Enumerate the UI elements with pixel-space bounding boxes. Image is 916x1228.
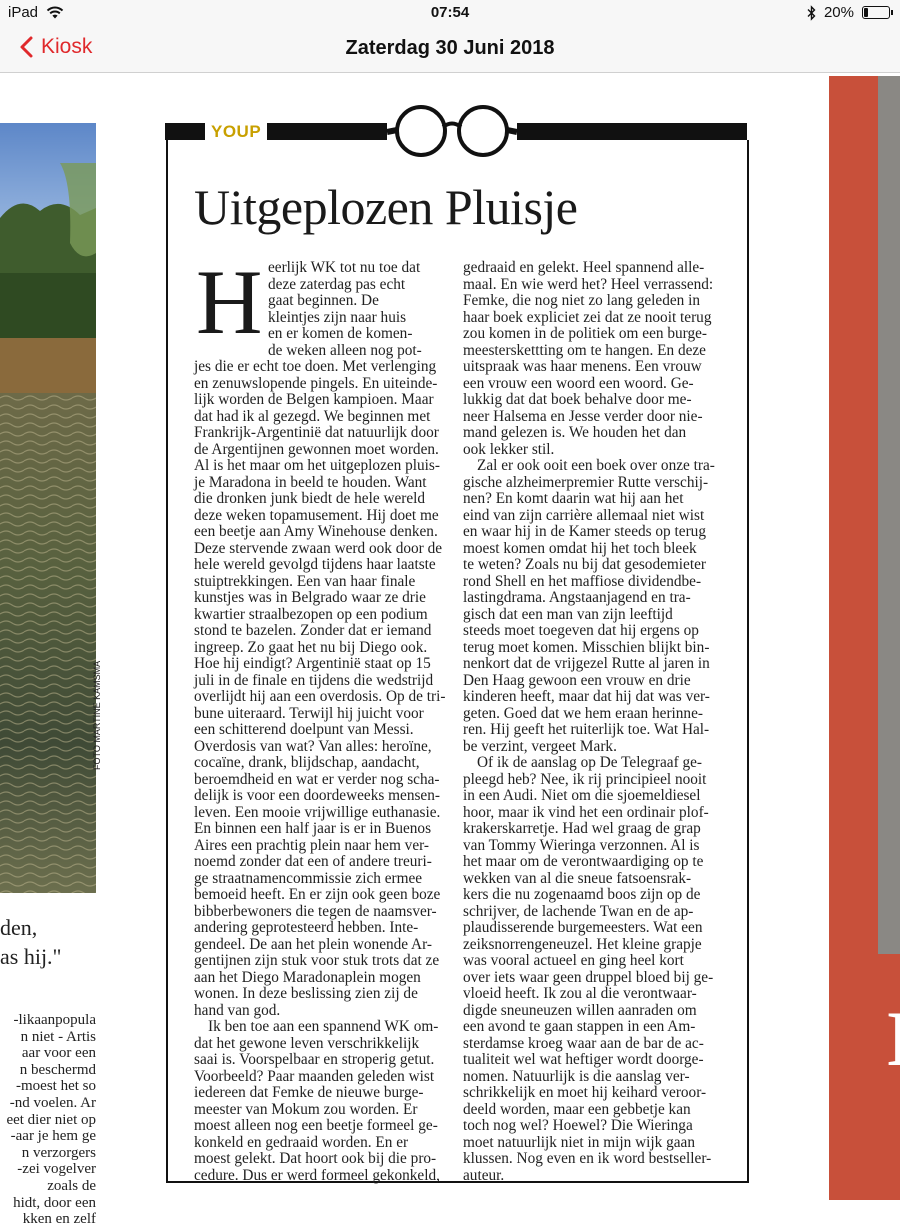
photo-credit: FOTO MARTINE KAMSMA [92, 660, 102, 770]
article-line: beroemdheid en wat er verder nog scha- [194, 770, 440, 788]
article-line: eind van zijn carrière allemaal niet wist [463, 506, 705, 524]
article-line: gisch dat een man van zijn leeftijd [463, 605, 673, 623]
article-line: bibberbewoners die tegen de naamsver- [194, 902, 437, 920]
bluetooth-icon [807, 6, 816, 20]
article-line: saai is. Voorspelbaar en stroperig getut. [194, 1051, 435, 1068]
right-page-headline: I [886, 995, 916, 1082]
article-line: plaudisserende burgemeesters. Wat een [463, 919, 703, 936]
article-line: kinderen heeft, maar dat hij dat was ver- [463, 688, 710, 705]
article-column-2 [463, 260, 723, 1184]
article-line: en er komen de komen- [268, 325, 413, 342]
article-line: juli in de finale en tijdens die wedstrijd [194, 671, 434, 689]
article-line: lastingdrama. Angstaanjagend en tra- [463, 589, 691, 606]
article-line: klussen. Nog even en ik word bestseller- [463, 1150, 712, 1167]
article-line: eerlijk WK tot nu toe dat [268, 259, 421, 276]
article-line: Femke, die nog niet zo lang geleden in [463, 292, 701, 309]
left-text-line: hidt, door een [13, 1194, 96, 1211]
article-line: Of ik de aanslag op De Telegraaf ge- [477, 754, 703, 771]
article-line: deze weken topamusement. Hij doet me [194, 506, 439, 524]
article-line: cocaïne, drank, blijdschap, aandacht, [194, 754, 420, 771]
article-line: schrikkelijk en moet hij keihard veroor- [463, 1084, 707, 1101]
left-text-line: likaanpopula- [13, 1012, 96, 1028]
left-text-line: n beschermd [19, 1061, 96, 1078]
article-line: schrijver, de lachende Twan en de ap- [463, 902, 694, 920]
left-text-line: eet dier niet op [6, 1111, 96, 1128]
article-line: Deze stervende zwaan werd ook door de [194, 539, 443, 557]
left-text-line: moest het so- [16, 1078, 96, 1095]
article-line: krakerskarretje. Had wel graag de grap [463, 820, 701, 837]
article-line: meester van Mokum zou worden. Er [194, 1100, 418, 1118]
article-line: te weten? Zoals nu bij dat gesodemieter [463, 556, 706, 573]
article-line: lukkig dat dat boek behalve door me- [463, 391, 692, 408]
article-line: de Argentijnen gewonnen moet worden. [194, 440, 439, 458]
article-line: be verzint, vergeet Mark. [463, 737, 617, 755]
article-line: Overdosis van wat? Van alles: heroïne, [194, 737, 432, 755]
article-line: nomen. Natuurlijk is die aanslag ver- [463, 1067, 690, 1085]
article-line: auteur. [463, 1166, 505, 1184]
article-line: andering geprotesteerd hebben. Inte- [194, 919, 419, 936]
article-line: terug moet komen. Misschien blijkt bin- [463, 638, 710, 656]
article-line: lijk worden de Belgen kampioen. Maar [194, 391, 434, 408]
article-line: leven. Een mooie vrijwillige euthanasie. [194, 803, 441, 821]
page-title: Zaterdag 30 Juni 2018 [345, 37, 555, 59]
left-text-line: zoals de [47, 1177, 96, 1194]
article-line: dat had ik al gezegd. We beginnen met [194, 407, 431, 425]
article-line: hoor, maar ik vind het een ordinair plof- [463, 803, 709, 821]
right-page-photo [878, 76, 900, 954]
article-line: noemd zonder dat een of andere treuri- [194, 853, 432, 870]
article-line: dat het gewone leven verschrikkelijk [194, 1034, 420, 1052]
article-line: zeiksnorrengeneuzel. Het kleine grapje [463, 935, 702, 953]
article-line: gendeel. De aan het plein wonende Ar- [194, 935, 432, 953]
article-line: rond Shell en het maffiose dividendbe- [463, 572, 702, 590]
article-line: konkeld en gedraaid worden. En er [194, 1133, 409, 1151]
article-line: aan het Diego Maradonaplein mogen [194, 968, 421, 986]
article-line: Ik ben toe aan een spannend WK om- [208, 1018, 439, 1035]
article-line: stuiptrekkingen. Een van haar finale [194, 572, 416, 590]
article-line: gentijnen zijn stuk voor stuk trots dat ze [194, 952, 440, 969]
article-line: haar boek expliciet zei dat ze nooit terug [463, 308, 712, 326]
river-photo-image [0, 123, 96, 893]
left-text-line: kken en zelf [22, 1211, 96, 1228]
article-line: en waar hij in de Kamer steeds op terug [463, 523, 706, 540]
article-line: stond te bazelen. Zonder dat er iemand [194, 622, 432, 639]
article-line: moest alleen nog een beetje formeel ge- [194, 1117, 438, 1134]
article-line: hele wereld gevolgd tijdens haar laatste [194, 556, 436, 573]
navigation-bar [0, 26, 900, 73]
device-label: iPad [8, 4, 39, 21]
article-line: die dronken junk biedt de hele wereld [194, 490, 426, 507]
article-line: pleegd heb? Nee, ik rij principieel nooit [463, 770, 707, 788]
article-line: kleintjes zijn naar huis [268, 308, 407, 326]
article-line: wekken van al die sneue fatsoensrak- [463, 869, 692, 887]
article-line: bune uiteraard. Terwijl hij juicht voor [194, 704, 424, 722]
article-line: in een Audi. Niet om die sjoemeldiesel [463, 787, 701, 804]
article-line: en zenuwslopende pingels. En uiteinde- [194, 374, 438, 392]
article-line: nen? En komt daarin wat hij aan het [463, 490, 684, 507]
article-line: maal. En wie werd het? Heel verrassend: [463, 275, 714, 293]
article-line: delijk is voor een doordeweeks mensen- [194, 787, 440, 804]
article-line: steeds moet toegeven dat hij ergens op [463, 622, 699, 639]
article-line: van Tommy Wieringa verzonnen. Al is [463, 836, 700, 854]
article-line: gaat beginnen. De [268, 292, 379, 309]
article-line: een avond te gaan stappen in een Am- [463, 1018, 696, 1035]
article-line: sterdamse kroeg waar aan de bar de ac- [463, 1034, 704, 1052]
river-photo [0, 123, 96, 893]
article-line: mand gelezen is. We houden het dan [463, 424, 687, 441]
article-line: iedereen dat Femke de nieuwe burge- [194, 1084, 424, 1101]
article-line: toch nog wel? Hoewel? Die Wieringa [463, 1117, 693, 1134]
article-line: moest komen omdat hij het toch bleek [463, 539, 697, 557]
article-line: Aires een prachtig plein naar hem ver- [194, 836, 429, 854]
drop-cap: H [196, 251, 263, 353]
article-line: Voorbeeld? Paar maanden geleden wist [194, 1067, 435, 1085]
clock: 07:54 [430, 4, 470, 21]
battery-icon [862, 6, 890, 19]
left-quote-line: den, [0, 915, 38, 940]
left-text-line: aar voor een [21, 1045, 96, 1062]
article-column-1 [194, 260, 447, 1184]
article-line: moet natuurlijk niet in mijn wijk gaan [463, 1133, 695, 1151]
column-kicker: YOUP [205, 121, 267, 142]
article-line: was vooral actueel en ging heel kort [463, 952, 684, 969]
article-line: de weken alleen nog pot- [268, 341, 422, 359]
article-line: wonen. In deze beslissing zien zij de [194, 985, 418, 1002]
article-line: kers die nu zogenaamd boos zijn op de [463, 886, 701, 903]
article-line: tualiteit wel wat heftiger wordt doorge- [463, 1051, 704, 1068]
article-line: ingreep. Zo gaat het nu bij Diego ook. [194, 638, 428, 656]
article-line: En binnen een half jaar is er in Buenos [194, 820, 432, 837]
article-line: geten. Goed dat we hem eraan herinne- [463, 704, 703, 722]
article-line: een beetje aan Amy Winehouse denken. [194, 523, 438, 540]
article-line: kwartier straalbezopen op een podium [194, 605, 428, 623]
article-line: Al is het maar om het uitgeplozen pluis- [194, 457, 440, 474]
left-text-line: n verzorgers [21, 1144, 96, 1161]
left-text-line: n niet - Artis [20, 1028, 96, 1045]
article-line: hand van god. [194, 1001, 281, 1019]
article-line: moest gelekt. Dat hoort ook bij die pro- [194, 1150, 437, 1167]
left-page-text [0, 1012, 96, 1228]
article-line: meesterskettting om te hangen. En deze [463, 341, 706, 359]
article-line: neer Halsema en Jesse verder door nie- [463, 407, 703, 425]
article-line: deeld worden, maar een gebbetje kan [463, 1100, 691, 1118]
article-line: gedraaid en gelekt. Heel spannend alle- [463, 259, 705, 276]
article-line: Hoe hij eindigt? Argentinië staat op 15 [194, 655, 431, 672]
article-line: Zal er ook ooit een boek over onze tra- [477, 457, 715, 474]
article-line: uitspraak was haar menens. Een vrouw [463, 358, 702, 375]
article-line: een vrouw een woord een woord. Ge- [463, 374, 694, 392]
article-line: jes die er echt toe doen. Met verlenging [194, 358, 437, 375]
left-text-line: zei vogelver- [17, 1161, 96, 1178]
article-line: het maar om de verontwaardiging op te [463, 853, 704, 870]
article-line: nenkort dat de vrijgezel Rutte al jaren in [463, 655, 710, 672]
article-line: cedure. Dus er werd formeel gekonkeld, [194, 1166, 440, 1184]
article-line: Den Haag gewoon een vrouw en drie [463, 671, 691, 689]
left-quote-line: as hij." [0, 944, 62, 969]
battery-percent: 20% [823, 4, 854, 21]
article-line: Frankrijk-Argentinië dat natuurlijk door [194, 424, 439, 441]
status-right [807, 4, 890, 21]
back-label: Kiosk [41, 35, 93, 58]
article-line: ge straatnamencommissie zich ermee [194, 869, 423, 887]
article-line: overlijdt hij aan een overdosis. Op de tri- [194, 688, 446, 705]
article-line: digde sneuneuzen willen aanraden om [463, 1001, 697, 1019]
article-line: deze zaterdag pas echt [268, 275, 406, 293]
article-line: zou komen in de politiek om een burge- [463, 325, 707, 342]
article-line: gische alzheimerpremier Rutte verschij- [463, 473, 709, 491]
article-line: vloeid heeft. Ik zou al die verontwaar- [463, 985, 697, 1002]
article-line: kunstjes was in Belgrado waar ze drie [194, 589, 426, 606]
article-line: je Maradona in beeld te houden. Want [194, 473, 427, 491]
left-text-line: nd voelen. Ar- [9, 1094, 96, 1111]
article-line: een schitterend doelpunt van Messi. [194, 721, 414, 738]
article-line: ook lekker stil. [463, 440, 555, 458]
article-title: Uitgeplozen Pluisje [194, 179, 578, 235]
left-text-line: aar je hem ge- [10, 1128, 96, 1145]
status-bar [0, 0, 900, 26]
article-line: bemoeid heeft. En er zijn ook geen boze [194, 886, 441, 903]
article-line: ren. Hij geeft het ruiterlijk toe. Wat Hal- [463, 721, 710, 738]
article-line: over iets waar geen druppel bloed bij ge- [463, 968, 714, 986]
